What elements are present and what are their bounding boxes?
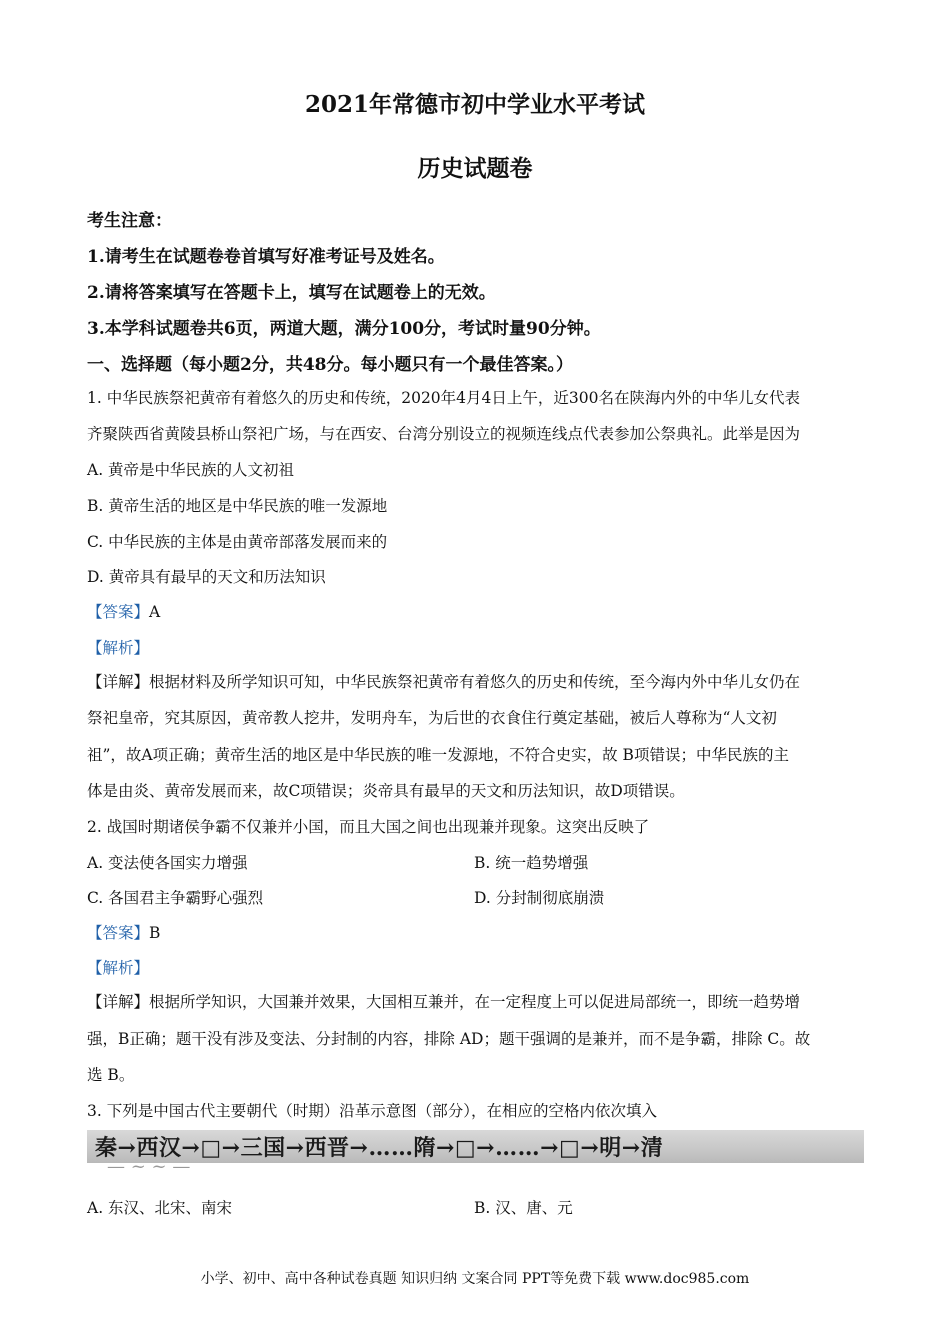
q1-detail-line-4: 体是由炎、黄帝发展而来，故C项错误；炎帝具有最早的天文和历法知识，故D项错误。 — [87, 782, 685, 800]
q2-option-b: B. 统一趋势增强 — [474, 854, 589, 872]
exam-title: 2021年常德市初中学业水平考试 — [304, 91, 645, 118]
q2-option-c: C. 各国君主争霸野心强烈 — [87, 889, 264, 907]
q1-option-d: D. 黄帝具有最早的天文和历法知识 — [87, 568, 326, 586]
q2-stem: 2. 战国时期诸侯争霸不仅兼并小国，而且大国之间也出现兼并现象。这突出反映了 — [87, 818, 650, 836]
answer-value: B — [149, 924, 161, 942]
q1-detail-line-1: 【详解】根据材料及所学知识可知，中华民族祭祀黄帝有着悠久的历史和传统，至今海内外中华儿女仍在 — [87, 673, 801, 691]
q2-option-d: D. 分封制彻底崩溃 — [474, 889, 605, 907]
q3-option-b: B. 汉、唐、元 — [474, 1199, 573, 1217]
timeline-bleed-through: — ~ ~ — — [107, 1156, 191, 1177]
notice-item-2: 2.请将答案填写在答题卡上，填写在试题卷上的无效。 — [87, 283, 496, 303]
q2-analysis-label: 【解析】 — [87, 959, 150, 977]
answer-value: A — [149, 603, 161, 621]
q1-detail-line-2: 祭祀皇帝，究其原因，黄帝教人挖井，发明舟车，为后世的衣食住行奠定基础，被后人尊称为“人文初 — [87, 709, 777, 727]
q2-detail-line-1: 【详解】根据所学知识，大国兼并效果，大国相互兼并，在一定程度上可以促进局部统一，即统一趋势增 — [87, 993, 801, 1011]
q2-detail-line-2: 强，B正确；题干没有涉及变法、分封制的内容，排除 AD；题干强调的是兼并，而不是争霸，排除 C。故 — [87, 1030, 811, 1048]
notice-item-1: 1.请考生在试题卷卷首填写好准考证号及姓名。 — [87, 247, 445, 267]
q3-stem: 3. 下列是中国古代主要朝代（时期）沿革示意图（部分），在相应的空格内依次填入 — [87, 1102, 657, 1120]
q1-answer — [87, 600, 160, 622]
q3-option-a: A. 东汉、北宋、南宋 — [87, 1199, 233, 1217]
q1-option-a: A. 黄帝是中华民族的人文初祖 — [87, 461, 295, 479]
dynasty-timeline-image — [87, 1130, 864, 1177]
notice-heading: 考生注意： — [87, 211, 172, 231]
q2-answer — [87, 921, 160, 943]
section-heading: 一、选择题（每小题2分，共48分。每小题只有一个最佳答案。） — [87, 355, 573, 375]
q2-option-a: A. 变法使各国实力增强 — [87, 854, 248, 872]
q1-stem-line-1: 1. 中华民族祭祀黄帝有着悠久的历史和传统，2020年4月4日上午，近300名在陕海内外的中华儿女代表 — [87, 389, 800, 407]
answer-label: 【答案】 — [87, 603, 150, 621]
q1-stem-line-2: 齐聚陕西省黄陵县桥山祭祀广场，与在西安、台湾分别设立的视频连线点代表参加公祭典礼。此举是因为 — [87, 425, 801, 443]
page-footer: 小学、初中、高中各种试卷真题 知识归纳 文案合同 PPT等免费下载 www.doc985.com — [200, 1271, 750, 1287]
q1-analysis-label: 【解析】 — [87, 639, 150, 657]
exam-subtitle: 历史试题卷 — [417, 155, 533, 182]
dynasty-timeline-text: 秦→西汉→□→三国→西晋→……隋→□→……→□→明→清 — [95, 1135, 664, 1161]
q2-detail-line-3: 选 B。 — [87, 1066, 135, 1084]
notice-item-3: 3.本学科试题卷共6页，两道大题，满分100分，考试时量90分钟。 — [87, 319, 601, 339]
q1-option-c: C. 中华民族的主体是由黄帝部落发展而来的 — [87, 533, 388, 551]
answer-label: 【答案】 — [87, 924, 150, 942]
q1-option-b: B. 黄帝生活的地区是中华民族的唯一发源地 — [87, 497, 388, 515]
q1-detail-line-3: 祖”，故A项正确；黄帝生活的地区是中华民族的唯一发源地，不符合史实，故 B项错误；中华民族的主 — [87, 746, 789, 764]
